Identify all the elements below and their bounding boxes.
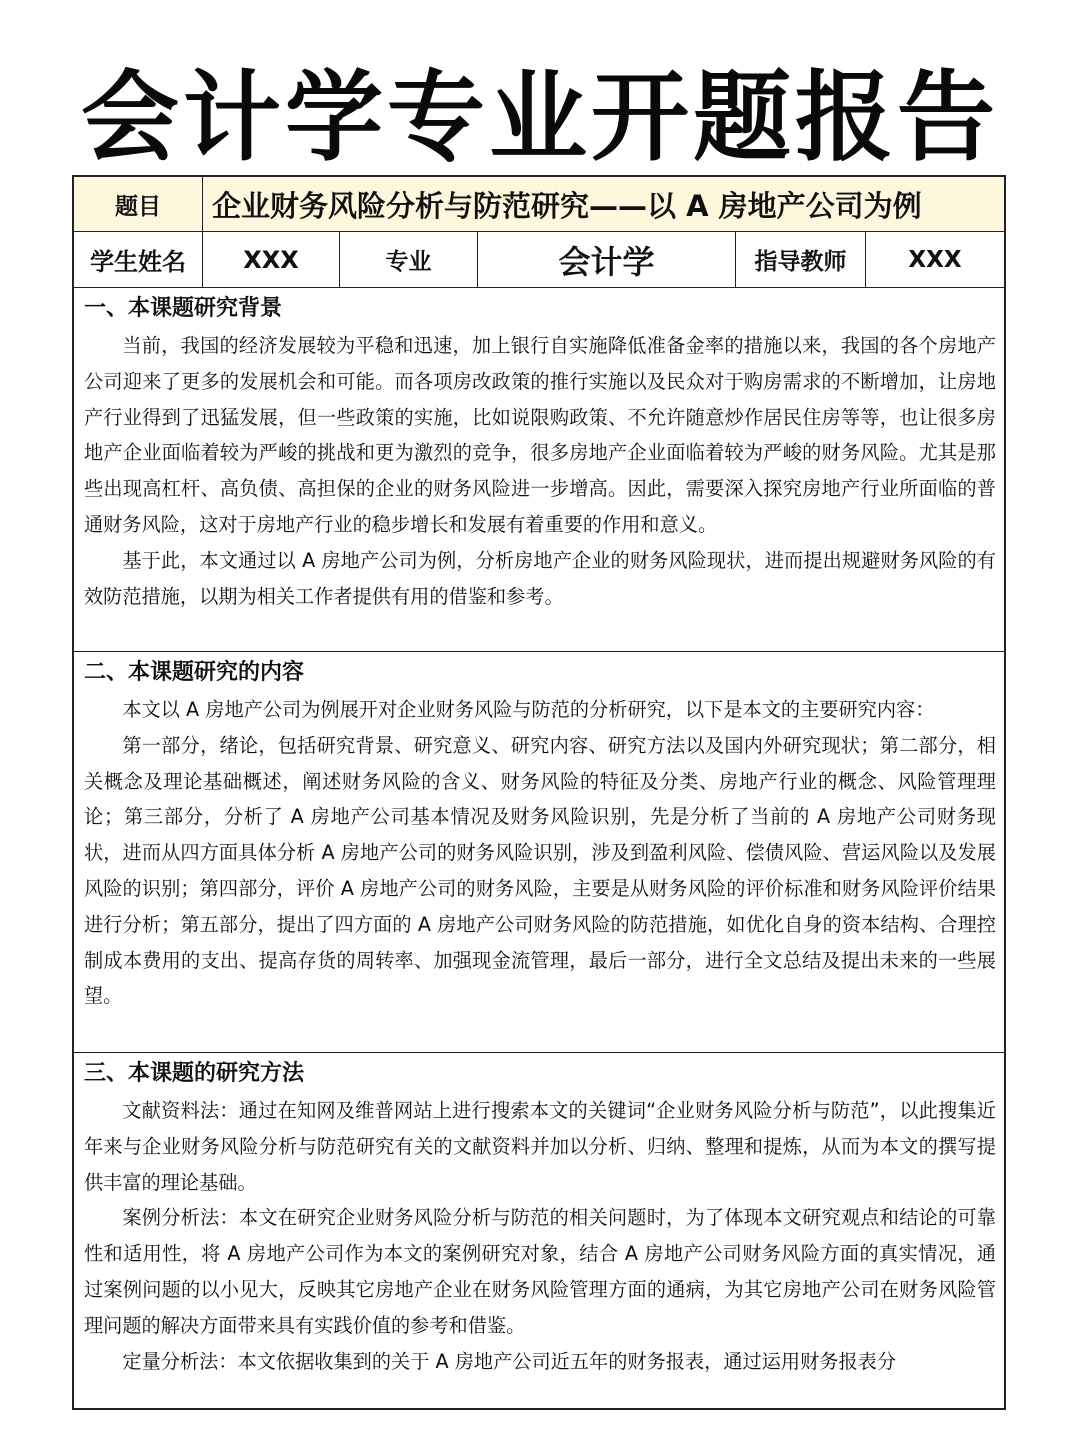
section-research-content [74, 652, 1004, 1053]
section-research-methods [74, 1053, 1004, 1409]
paragraph: 文献资料法：通过在知网及维普网站上进行搜索本文的关键词“企业财务风险分析与防范”，以此搜集近年来与企业财务风险分析与防范研究有关的文献资料并加以分析、归纳、整理和提炼，从而为本文的撰写提供丰富的理论基础。 [84, 1099, 996, 1194]
advisor-value: XXX [908, 246, 962, 273]
proposal-form [72, 175, 1006, 1410]
section-heading: 三、本课题的研究方法 [84, 1061, 305, 1086]
topic-label: 题目 [74, 177, 203, 231]
major-value: 会计学 [478, 232, 736, 287]
advisor-label: 指导教师 [736, 232, 866, 287]
section-research-background [74, 288, 1004, 652]
paragraph: 案例分析法：本文在研究企业财务风险分析与防范的相关问题时，为了体现本文研究观点和结论的可靠性和适用性，将 A 房地产公司作为本文的案例研究对象，结合 A 房地产公司财务风险方面的真实情况，通过案例问题的以小见大，反映其它房地产企业在财务风险管理方面的通病，为其它房地产公司在财务风险管理问题的解决方面带来具有实践价值的参考和借鉴。 [84, 1206, 996, 1337]
paragraph: 本文以 A 房地产公司为例展开对企业财务风险与防范的分析研究，以下是本文的主要研究内容： [122, 698, 935, 721]
paragraph: 当前，我国的经济发展较为平稳和迅速，加上银行自实施降低准备金率的措施以来，我国的各个房地产公司迎来了更多的发展机会和可能。而各项房改政策的推行实施以及民众对于购房需求的不断增加，让房地产行业得到了迅猛发展，但一些政策的实施，比如说限购政策、不允许随意炒作居民住房等等，也让很多房地产企业面临着较为严峻的挑战和更为激烈的竞争，很多房地产企业面临着较为严峻的财务风险。尤其是那些出现高杠杆、高负债、高担保的企业的财务风险进一步增高。因此，需要深入探究房地产行业所面临的普通财务风险，这对于房地产行业的稳步增长和发展有着重要的作用和意义。 [84, 334, 996, 536]
paragraph: 第一部分，绪论，包括研究背景、研究意义、研究内容、研究方法以及国内外研究现状；第二部分，相关概念及理论基础概述，阐述财务风险的含义、财务风险的特征及分类、房地产行业的概念、风险管理理论；第三部分，分析了 A 房地产公司基本情况及财务风险识别，先是分析了当前的 A 房地产公司财务现状，进而从四方面具体分析 A 房地产公司的财务风险识别，涉及到盈利风险、偿债风险、营运风险以及发展风险的识别；第四部分，评价 A 房地产公司的财务风险，主要是从财务风险的评价标准和财务风险评价结果进行分析；第五部分，提出了四方面的 A 房地产公司财务风险的防范措施，如优化自身的资本结构、合理控制成本费用的支出、提高存货的周转率、加强现金流管理，最后一部分，进行全文总结及提出未来的一些展望。 [84, 733, 996, 1008]
student-name-value: XXX [203, 232, 340, 287]
document-title: 会计学专业开题报告 [80, 61, 999, 175]
major-label: 专业 [340, 232, 478, 287]
info-row [74, 232, 1004, 288]
topic-row [74, 177, 1004, 232]
paragraph: 基于此，本文通过以 A 房地产公司为例，分析房地产企业的财务风险现状，进而提出规避财务风险的有效防范措施，以期为相关工作者提供有用的借鉴和参考。 [84, 548, 996, 608]
section-heading: 一、本课题研究背景 [84, 296, 283, 321]
section-heading: 二、本课题研究的内容 [84, 660, 305, 685]
student-name-label: 学生姓名 [74, 232, 203, 287]
paragraph: 定量分析法：本文依据收集到的关于 A 房地产公司近五年的财务报表，通过运用财务报表分 [122, 1349, 897, 1373]
topic-value: 企业财务风险分析与防范研究——以 A 房地产公司为例 [212, 188, 922, 223]
